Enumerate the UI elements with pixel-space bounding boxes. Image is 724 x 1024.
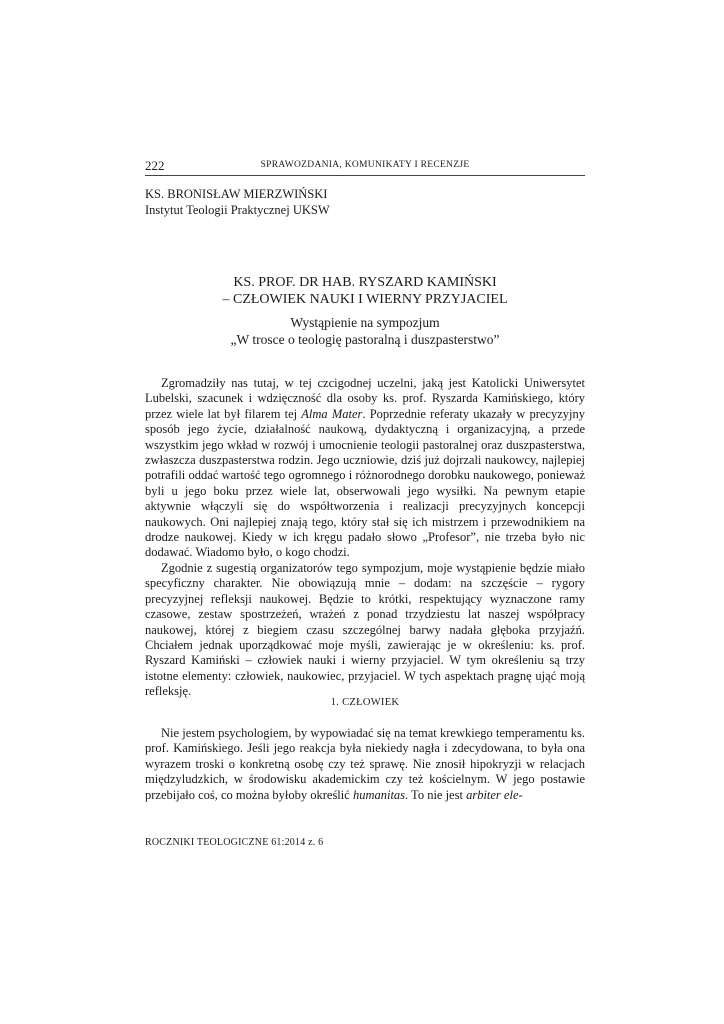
title-line-2: – CZŁOWIEK NAUKI I WIERNY PRZYJACIEL (222, 292, 508, 307)
running-head (145, 158, 585, 174)
article-subtitle (145, 314, 585, 348)
author-name: KS. BRONISŁAW MIERZWIŃSKI (145, 187, 328, 201)
paragraph-3 (145, 726, 585, 803)
paragraph-1-text-b: . Poprzednie referaty ukazały w precyzyjny sposób jego życie, działalność naukową, dydaktyczną i organizacyjną, a przede wszystkim jego wkład w rozwój i umocnienie teologii pastoralnej oraz duszpasterstwa, zwłaszcza duszpasterstwa rodzin. Jego uczniowie, dziś już dojrzali naukowcy, najlepiej potrafili oddać wartość tego ogromnego i różnorodnego dorobku naukowego, ponieważ byli u jego boku przez wiele lat, obserwowali jego wysiłki. Na pewnym etapie aktywnie włączyli się do współtworzenia i realizacji precyzyjnych koncepcji naukowych. Oni najlepiej znają tego, który stał się ich mistrzem i przewodnikiem na drodze naukowej. Kiedy w ich kręgu padało słowo „Profesor”, nie trzeba było nic dodawać. Wiadomo było, o kogo chodzi. (145, 406, 585, 560)
page-number: 222 (145, 158, 165, 173)
body-intro (145, 376, 585, 700)
paragraph-1-text-a: Zgromadziły nas tutaj, w tej czcigodnej uczelni, jaką jest Katolicki Uniwersytet Lubelski, szacunek i wdzięczność dla osoby ks. prof. Ryszarda Kamińskiego, który przez wiele lat był filarem tej (145, 376, 585, 421)
section-heading: 1. CZŁOWIEK (330, 697, 400, 708)
author-affiliation: Instytut Teologii Praktycznej UKSW (145, 203, 330, 217)
article-title (145, 274, 585, 308)
paragraph-3-italic-2: arbiter ele- (466, 787, 523, 802)
author-block (145, 186, 330, 218)
paragraph-3-text-a: Nie jestem psychologiem, by wypowiadać się na temat krewkiego temperamentu ks. prof. Kamińskiego. Jeśli jego reakcja była niekiedy nagła i zdecydowana, to była ona wyrazem troski o konkretną osobę czy też sprawę. Nie znosił hipokryzji w relacjach międzyludzkich, w środowisku akademickim czy też kościelnym. W jego postawie przebijało coś, co można byłoby określić (145, 726, 585, 802)
paragraph-1-italic: Alma Mater (301, 406, 363, 421)
running-head-section: SPRAWOZDANIA, KOMUNIKATY I RECENZJE (260, 160, 470, 170)
paragraph-3-italic-1: humanitas (352, 787, 406, 802)
body-section-1 (145, 726, 585, 803)
paragraph-3-text-b: . To nie jest (405, 787, 467, 802)
paragraph-2: Zgodnie z sugestią organizatorów tego sympozjum, moje wystąpienie będzie miało specyficzny charakter. Nie obowiązują mnie – dodam: na szczęście – rygory precyzyjnej refleksji naukowej. Będzie to krótki, respektujący wyznaczone ramy czasowe, zestaw spostrzeżeń, wrażeń z ponad trzydziestu lat naszej współpracy naukowej, której z biegiem czasu szczególnej barwy nadała głęboka przyjaźń. Chciałem jednak uporządkować moje myśli, zawierając je w określeniu: ks. prof. Ryszard Kamiński – człowiek nauki i wierny przyjaciel. W tym określeniu są trzy istotne elementy: człowiek, naukowiec, przyjaciel. W tych aspektach pragnę ująć moją refleksję. (145, 560, 585, 699)
title-line-1: KS. PROF. DR HAB. RYSZARD KAMIŃSKI (233, 275, 497, 290)
journal-footer: ROCZNIKI TEOLOGICZNE 61:2014 z. 6 (145, 837, 324, 848)
subtitle-line-1: Wystąpienie na sympozjum (290, 315, 440, 330)
header-rule (145, 175, 585, 176)
subtitle-line-2: „W trosce o teologię pastoralną i duszpasterstwo” (230, 332, 500, 347)
paragraph-1 (145, 376, 585, 561)
